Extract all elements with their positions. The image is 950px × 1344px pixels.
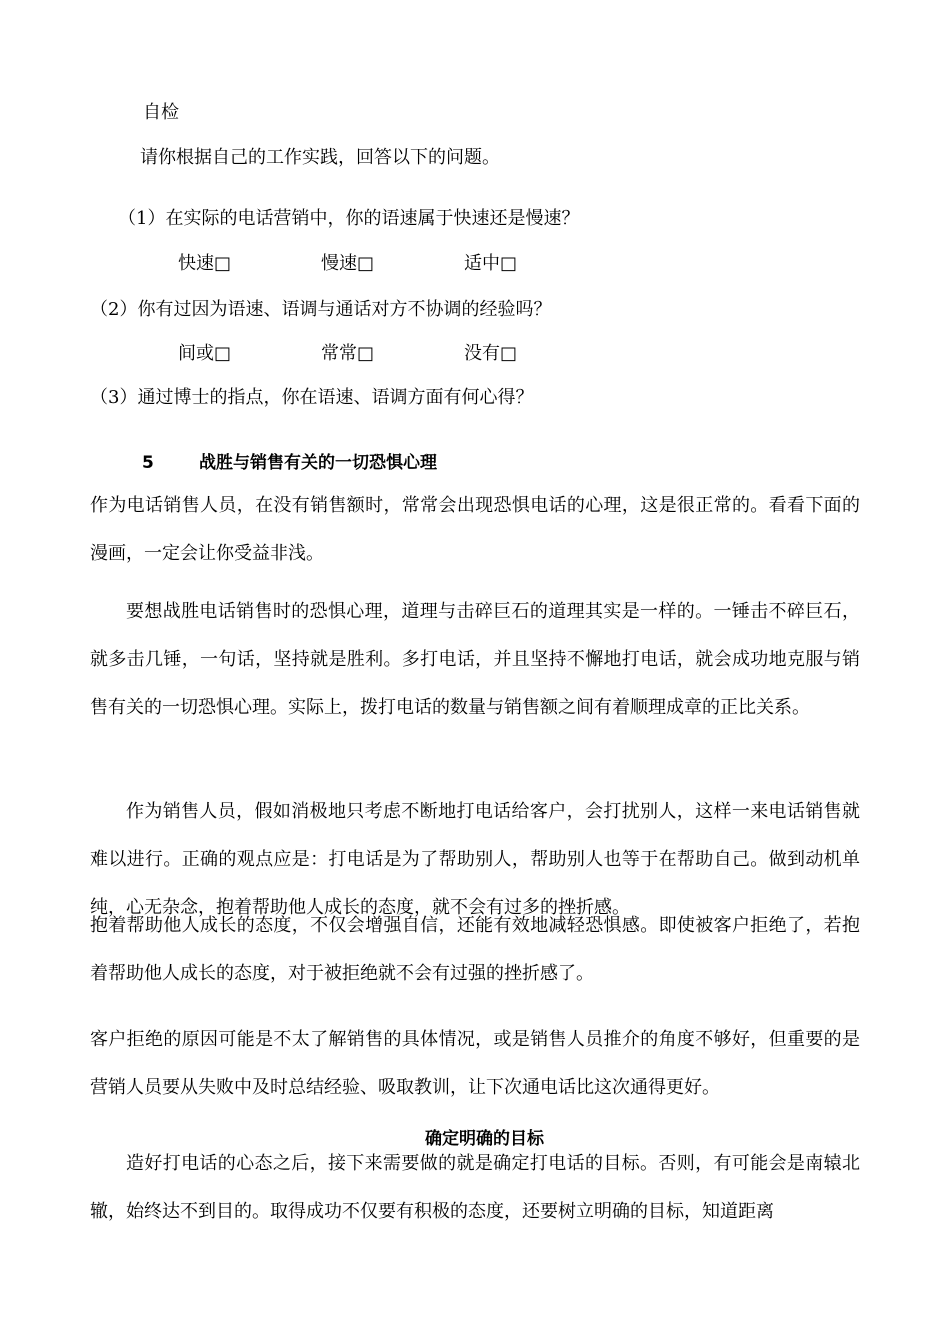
- question-3: （3）通过博士的指点，你在语速、语调方面有何心得？: [90, 387, 534, 408]
- q1-option-fast: 快速□: [178, 253, 232, 274]
- section5-paragraph-5: 客户拒绝的原因可能是不太了解销售的具体情况，或是销售人员推介的角度不够好，但重要的是营销人员要从失败中及时总结经验、吸取教训，让下次通电话比这次通得更好。: [90, 1029, 860, 1098]
- goal-section-title: 确定明确的目标: [425, 1129, 544, 1149]
- section5-paragraph-1: 作为电话销售人员，在没有销售额时，常常会出现恐惧电话的心理，这是很正常的。看看下面的漫画，一定会让你受益非浅。: [90, 495, 860, 564]
- q1-option-slow: 慢速□: [321, 253, 375, 274]
- self-check-title: 自检: [143, 102, 179, 123]
- goal-paragraph-1: 造好打电话的心态之后，接下来需要做的就是确定打电话的目标。否则，有可能会是南辕北辙，始终达不到目的。取得成功不仅要有积极的态度，还要树立明确的目标，知道距离: [90, 1153, 860, 1222]
- self-check-intro: 请你根据自己的工作实践，回答以下的问题。: [140, 147, 500, 168]
- q2-option-never: 没有□: [464, 343, 518, 364]
- section-title: 战胜与销售有关的一切恐惧心理: [199, 453, 437, 473]
- section5-paragraph-4: 抱着帮助他人成长的态度，不仅会增强自信，还能有效地减轻恐惧感。即使被客户拒绝了，若抱着帮助他人成长的态度，对于被拒绝就不会有过强的挫折感了。: [90, 915, 860, 984]
- question-2: （2）你有过因为语速、语调与通话对方不协调的经验吗？: [90, 299, 552, 320]
- q2-option-often: 常常□: [321, 343, 375, 364]
- section5-paragraph-3: 作为销售人员，假如消极地只考虑不断地打电话给客户，会打扰别人，这样一来电话销售就难以进行。正确的观点应是：打电话是为了帮助别人，帮助别人也等于在帮助自己。做到动机单纯，心无杂念，抱着帮助他人成长的态度，就不会有过多的挫折感。: [90, 801, 860, 918]
- q2-option-sometimes: 间或□: [178, 343, 232, 364]
- q1-option-moderate: 适中□: [464, 253, 518, 274]
- question-1: （1）在实际的电话营销中，你的语速属于快速还是慢速？: [118, 208, 580, 229]
- section-number: 5: [142, 453, 154, 473]
- section5-paragraph-2: 要想战胜电话销售时的恐惧心理，道理与击碎巨石的道理其实是一样的。一锤击不碎巨石，就多击几锤，一句话，坚持就是胜利。多打电话，并且坚持不懈地打电话，就会成功地克服与销售有关的一切恐惧心理。实际上，拨打电话的数量与销售额之间有着顺理成章的正比关系。: [90, 601, 860, 718]
